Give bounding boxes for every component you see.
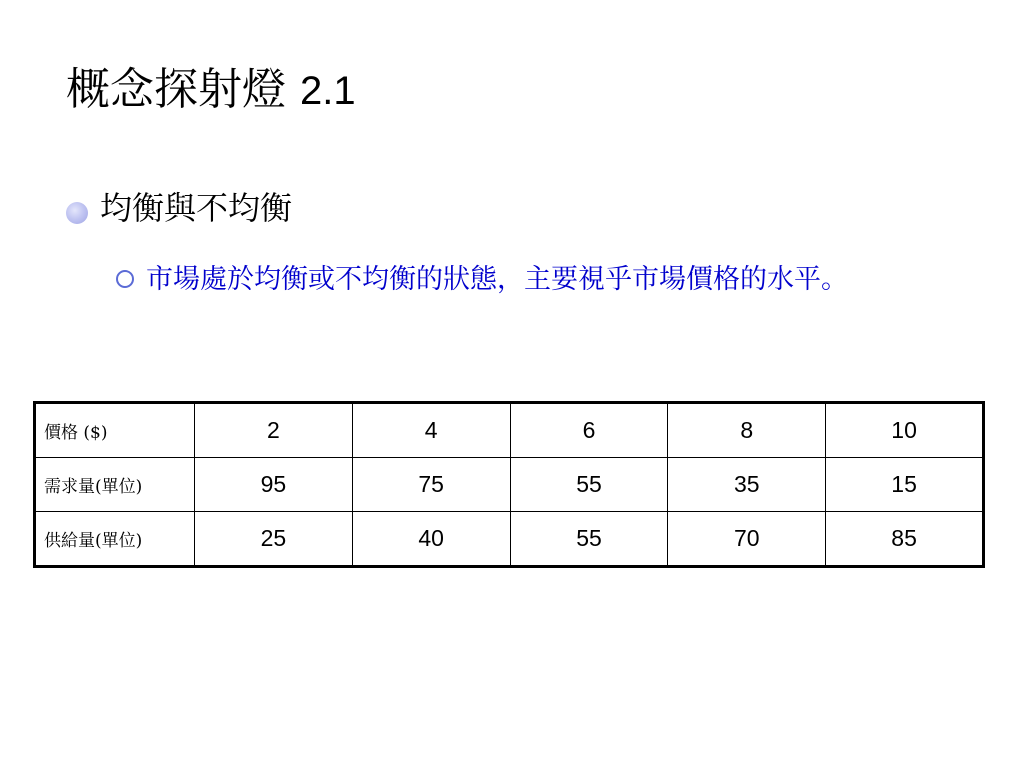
bullet-level1 <box>66 189 293 227</box>
slide-title-text: 概念探射燈 <box>66 64 286 115</box>
bullet-level1-text: 均衡與不均衡 <box>100 189 293 227</box>
table-cell: 8 <box>668 403 826 458</box>
row-label-price: 價格 ($) <box>35 403 195 458</box>
bullet-dot-icon <box>66 202 88 224</box>
bullet-level2 <box>116 256 956 304</box>
table-cell: 35 <box>668 458 826 512</box>
table-cell: 25 <box>195 512 353 567</box>
table-cell: 6 <box>510 403 668 458</box>
table-cell: 4 <box>352 403 510 458</box>
supply-demand-table <box>33 401 985 568</box>
slide-title <box>66 64 356 115</box>
table-cell: 70 <box>668 512 826 567</box>
table-cell: 10 <box>826 403 984 458</box>
table-cell: 85 <box>826 512 984 567</box>
table-cell: 55 <box>510 458 668 512</box>
bullet-ring-icon <box>116 270 134 288</box>
table-row-price <box>35 403 984 458</box>
table-cell: 2 <box>195 403 353 458</box>
table-cell: 55 <box>510 512 668 567</box>
table-cell: 40 <box>352 512 510 567</box>
row-label-demand: 需求量(單位) <box>35 458 195 512</box>
table-cell: 15 <box>826 458 984 512</box>
table-cell: 95 <box>195 458 353 512</box>
table-row-supply <box>35 512 984 567</box>
slide-title-number: 2.1 <box>300 69 356 113</box>
row-label-supply: 供給量(單位) <box>35 512 195 567</box>
table-row-demand <box>35 458 984 512</box>
table-cell: 75 <box>352 458 510 512</box>
bullet-level2-text: 市場處於均衡或不均衡的狀態，主要視乎市場價格的水平。 <box>146 264 848 295</box>
